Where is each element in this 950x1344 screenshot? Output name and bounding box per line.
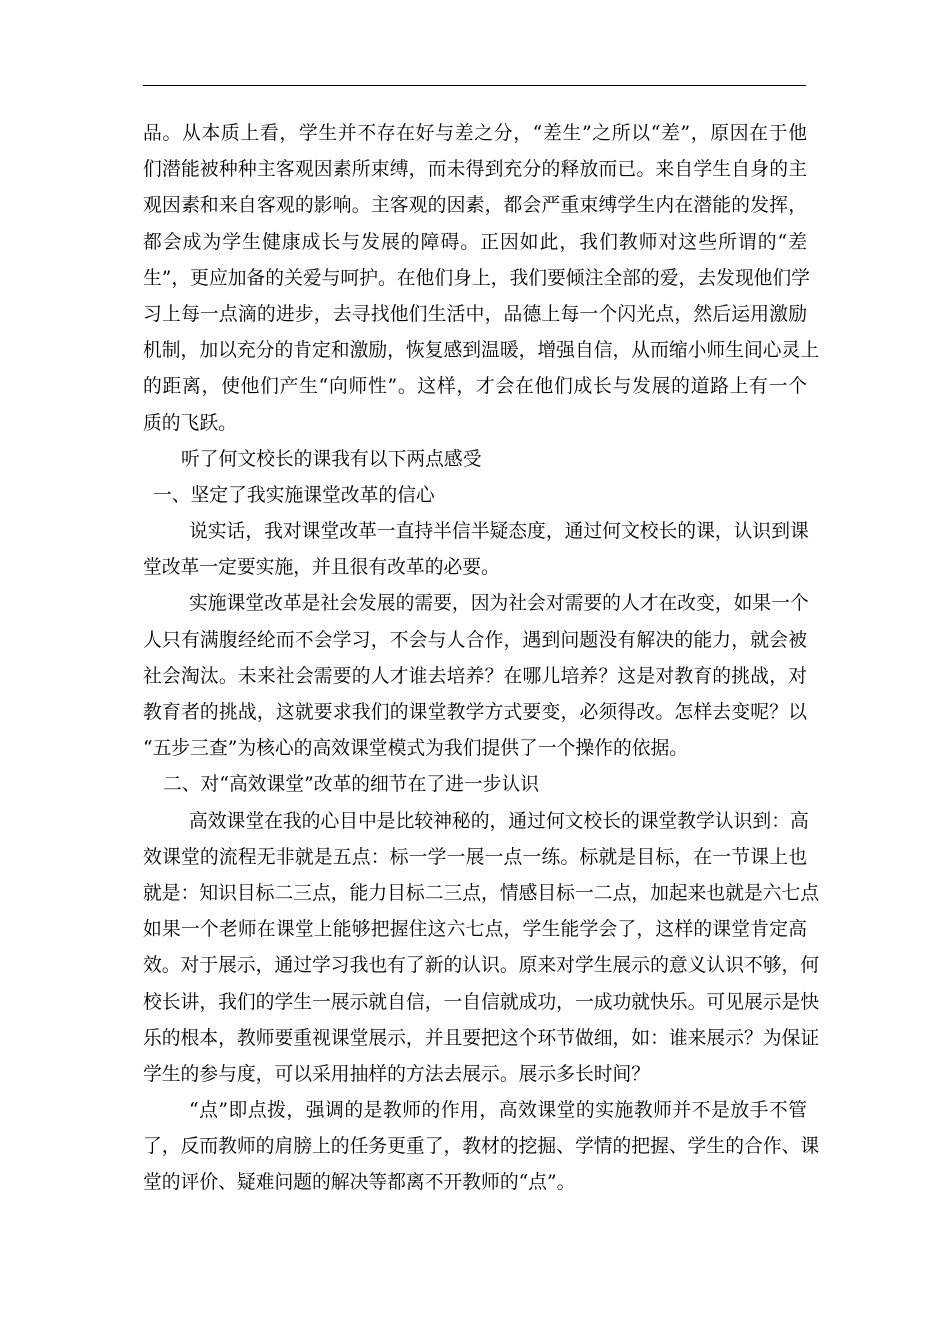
text-line: 乐的根本，教师要重视课堂展示，并且要把这个环节做细，如：谁来展示？为保证 [143,1027,820,1049]
text-line: 了，反而教师的肩膀上的任务更重了，教材的挖掘、学情的把握、学生的合作、课 [143,1136,820,1158]
paragraph-lead: 听了何文校长的课我有以下两点感受 [181,448,482,470]
text-line: 都会成为学生健康成长与发展的障碍。正因如此，我们教师对这些所谓的“差 [143,231,807,253]
text-line: 学生的参与度，可以采用抽样的方法去展示。展示多长时间？ [143,1063,651,1085]
text-line: 机制，加以充分的肯定和激励，恢复感到温暖，增强自信，从而缩小师生间心灵上 [143,340,820,362]
text-line: 社会淘汰。未来社会需要的人才谁去培养？在哪儿培养？这是对教育的挑战，对 [143,665,807,687]
text-line: 观因素和来自客观的影响。主客观的因素，都会严重束缚学生内在潜能的发挥， [143,195,807,217]
text-line: 效。对于展示，通过学习我也有了新的认识。原来对学生展示的意义认识不够，何 [143,955,820,977]
text-line: 堂的评价、疑难问题的解决等都离不开教师的“点”。 [143,1172,576,1194]
text-line: 生”，更应加备的关爱与呵护。在他们身上，我们要倾注全部的爱，去发现他们学 [143,267,810,289]
text-line: “五步三查”为核心的高效课堂模式为我们提供了一个操作的依据。 [143,738,689,760]
text-line: 效课堂的流程无非就是五点：标一学一展一点一练。标就是目标，在一节课上也 [143,846,807,868]
text-line: 人只有满腹经纶而不会学习，不会与人合作，遇到问题没有解决的能力，就会被 [143,629,807,651]
header-rule [143,85,806,86]
text-line: “点”即点拨，强调的是教师的作用，高效课堂的实施教师并不是放手不管 [189,1100,807,1122]
section-heading: 二、对“高效课堂”改革的细节在了进一步认识 [163,774,540,796]
text-line: 品。从本质上看，学生并不存在好与差之分，“差生”之所以“差”，原因在于他 [143,123,807,144]
text-line: 堂改革一定要实施，并且很有改革的必要。 [143,557,500,579]
text-line: 习上每一点滴的进步，去寻找他们生活中，品德上每一个闪光点，然后运用激励 [143,303,807,325]
text-line: 如果一个老师在课堂上能够把握住这六七点，学生能学会了，这样的课堂肯定高 [143,919,807,941]
document-body [143,116,820,1202]
text-line: 的距离，使他们产生“向师性”。这样，才会在他们成长与发展的道路上有一个 [143,376,807,398]
text-line: 说实话，我对课堂改革一直持半信半疑态度，通过何文校长的课，认识到课 [189,521,809,543]
section-heading: 一、坚定了我实施课堂改革的信心 [153,484,435,506]
text-line: 质的飞跃。 [143,412,237,434]
text-line: 实施课堂改革是社会发展的需要，因为社会对需要的人才在改变，如果一个 [189,593,809,615]
text-line: 们潜能被种种主客观因素所束缚，而未得到充分的释放而已。来自学生自身的主 [143,159,807,181]
text-line: 教育者的挑战，这就要求我们的课堂教学方式要变，必须得改。怎样去变呢？以 [143,702,807,723]
text-line: 高效课堂在我的心目中是比较神秘的，通过何文校长的课堂教学认识到：高 [189,810,809,832]
text-line: 校长讲，我们的学生一展示就自信，一自信就成功，一成功就快乐。可见展示是快 [143,991,820,1013]
text-line: 就是：知识目标二三点，能力目标二三点，情感目标一二点，加起来也就是六七点 [143,882,820,904]
